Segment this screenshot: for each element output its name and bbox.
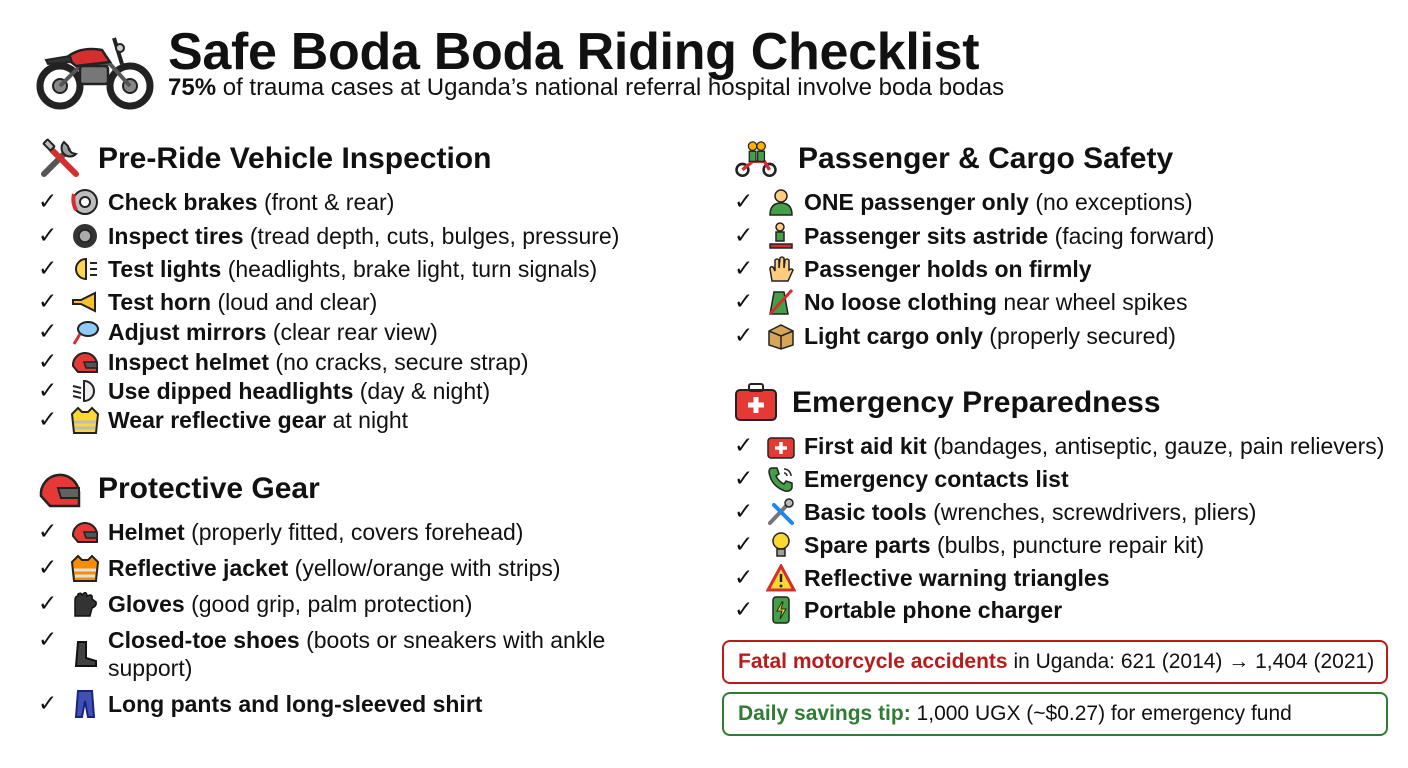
item-detail: (day & night) (353, 378, 491, 404)
check-icon: ✓ (734, 223, 754, 249)
item-detail: (clear rear view) (266, 319, 438, 345)
seated-passenger-icon (766, 222, 796, 250)
item-detail: (yellow/orange with strips) (288, 555, 561, 581)
horn-icon (70, 288, 100, 316)
item-label: Passenger sits astride (804, 223, 1049, 249)
rider-passenger-icon (734, 136, 778, 180)
check-icon: ✓ (38, 407, 58, 433)
check-icon: ✓ (38, 591, 58, 617)
charger-icon (766, 596, 796, 624)
savings-tip-callout (722, 692, 1388, 736)
section-passenger-cargo (734, 136, 1394, 356)
item-detail: (tread depth, cuts, bulges, pressure) (243, 223, 620, 249)
item-label: Check brakes (108, 189, 258, 215)
check-icon: ✓ (38, 555, 58, 581)
section-title: Protective Gear (98, 472, 320, 505)
check-icon: ✓ (734, 565, 754, 591)
check-icon: ✓ (734, 323, 754, 349)
section-title: Passenger & Cargo Safety (798, 142, 1174, 175)
item-detail: (bulbs, puncture repair kit) (930, 532, 1205, 558)
hand-icon (766, 255, 796, 283)
no-loose-clothing-icon (766, 288, 796, 316)
check-icon: ✓ (38, 256, 58, 282)
check-icon: ✓ (38, 223, 58, 249)
check-icon: ✓ (734, 597, 754, 623)
section-emergency (734, 380, 1394, 630)
check-icon: ✓ (734, 289, 754, 315)
section-header (734, 380, 1394, 424)
section-header (734, 136, 1394, 180)
check-icon: ✓ (38, 519, 58, 545)
check-icon: ✓ (734, 532, 754, 558)
item-detail: at night (326, 407, 409, 433)
item-label: Emergency contacts list (804, 466, 1069, 492)
mirror-icon (70, 318, 100, 346)
item-label: Light cargo only (804, 323, 983, 349)
check-icon: ✓ (734, 466, 754, 492)
item-label: Reflective jacket (108, 555, 289, 581)
check-icon: ✓ (734, 499, 754, 525)
item-label: Helmet (108, 519, 185, 545)
callout-text: 1,000 UGX (~$0.27) for emergency fund (910, 702, 1292, 725)
item-detail: (no cracks, secure strap) (269, 349, 529, 375)
check-icon: ✓ (38, 627, 58, 653)
fatal-accidents-callout (722, 640, 1388, 684)
item-label: Long pants and long-sleeved shirt (108, 691, 483, 717)
box-icon (766, 322, 796, 350)
item-detail: (wrenches, screwdrivers, pliers) (926, 499, 1257, 525)
callout-text: in Uganda: 621 (2014) → 1,404 (2021) (1007, 650, 1375, 673)
item-label: Inspect helmet (108, 349, 270, 375)
item-label: Gloves (108, 591, 185, 617)
item-detail: (no exceptions) (1028, 189, 1193, 215)
item-label: Test lights (108, 256, 222, 282)
subtitle-stat: 75% (168, 74, 217, 101)
tools-icon (38, 136, 82, 180)
check-icon: ✓ (734, 189, 754, 215)
gloves-icon (70, 590, 100, 618)
item-label: Inspect tires (108, 223, 244, 249)
reflective-jacket-icon (70, 554, 100, 582)
check-icon: ✓ (38, 319, 58, 345)
item-detail: (good grip, palm protection) (184, 591, 473, 617)
item-detail: (properly fitted, covers forehead) (184, 519, 524, 545)
item-label: Basic tools (804, 499, 927, 525)
boot-icon (70, 640, 100, 668)
item-label: Adjust mirrors (108, 319, 267, 345)
motorcycle-icon (36, 24, 154, 114)
item-label: Closed-toe shoes (108, 627, 300, 653)
item-detail: (bandages, antiseptic, gauze, pain relievers) (926, 433, 1385, 459)
section-header (38, 466, 698, 510)
item-label: Use dipped headlights (108, 378, 354, 404)
header (36, 14, 1396, 114)
check-icon: ✓ (38, 349, 58, 375)
reflective-vest-icon (70, 406, 100, 434)
section-header (38, 136, 698, 180)
section-title: Pre-Ride Vehicle Inspection (98, 142, 492, 175)
item-label: ONE passenger only (804, 189, 1029, 215)
check-icon: ✓ (38, 289, 58, 315)
section-title: Emergency Preparedness (792, 386, 1161, 419)
section-pre-ride (38, 136, 698, 436)
item-label: Reflective warning triangles (804, 565, 1110, 591)
first-aid-kit-icon (766, 432, 796, 460)
check-icon: ✓ (734, 433, 754, 459)
item-detail: (headlights, brake light, turn signals) (221, 256, 598, 282)
item-label: Test horn (108, 289, 212, 315)
subtitle-text: of trauma cases at Uganda’s national referral hospital involve boda bodas (216, 74, 1005, 101)
item-detail: near wheel spikes (996, 289, 1188, 315)
page-title: Safe Boda Boda Riding Checklist (168, 23, 980, 81)
item-detail: (boots or sneakers with ankle support) (108, 627, 606, 681)
warning-triangle-icon (766, 564, 796, 592)
first-aid-kit-icon (734, 380, 778, 424)
page-subtitle (168, 74, 1004, 102)
check-icon: ✓ (734, 256, 754, 282)
section-protective-gear (38, 466, 698, 726)
tools-icon (766, 498, 796, 526)
item-label: Portable phone charger (804, 597, 1063, 623)
tire-icon (70, 222, 100, 250)
item-label: Passenger holds on firmly (804, 256, 1092, 282)
item-detail: (properly secured) (982, 323, 1176, 349)
phone-icon (766, 465, 796, 493)
dipped-headlight-icon (70, 377, 100, 405)
item-label: Spare parts (804, 532, 931, 558)
headlight-icon (70, 255, 100, 283)
check-icon: ✓ (38, 378, 58, 404)
bulb-icon (766, 531, 796, 559)
item-label: Wear reflective gear (108, 407, 327, 433)
helmet-icon (70, 518, 100, 546)
person-icon (766, 188, 796, 216)
check-icon: ✓ (38, 189, 58, 215)
callout-label: Daily savings tip: (738, 702, 911, 725)
brake-disc-icon (70, 188, 100, 216)
helmet-icon (70, 348, 100, 376)
item-label: First aid kit (804, 433, 927, 459)
item-detail: (front & rear) (257, 189, 395, 215)
item-detail: (facing forward) (1048, 223, 1215, 249)
helmet-icon (38, 466, 82, 510)
pants-icon (70, 690, 100, 718)
item-label: No loose clothing (804, 289, 997, 315)
check-icon: ✓ (38, 691, 58, 717)
callout-label: Fatal motorcycle accidents (738, 650, 1008, 673)
item-detail: (loud and clear) (211, 289, 378, 315)
